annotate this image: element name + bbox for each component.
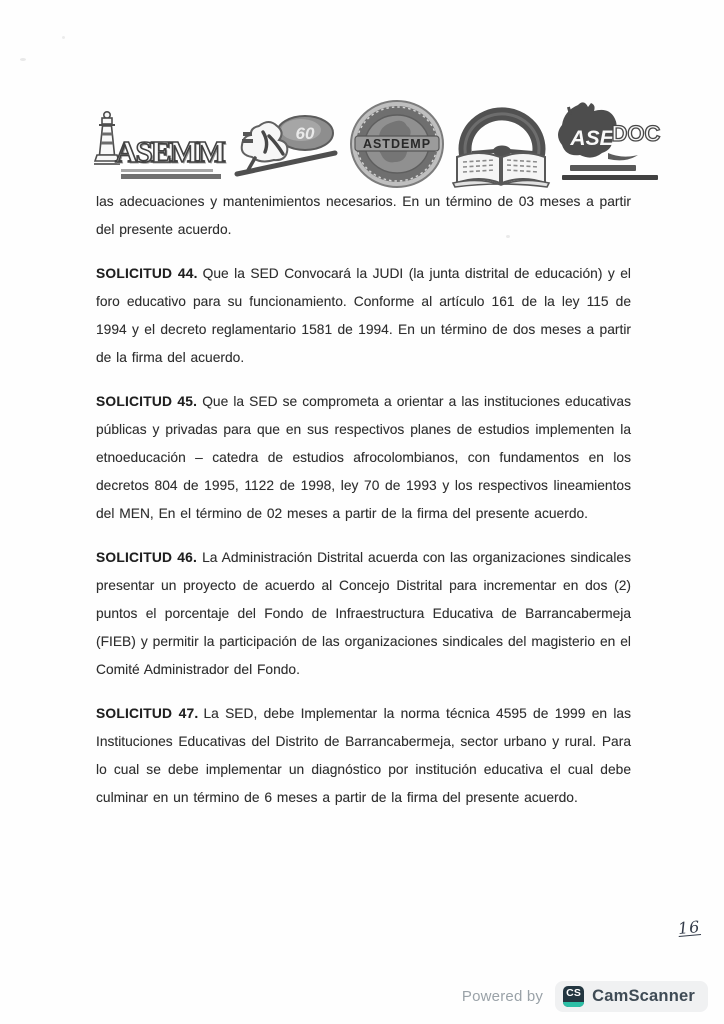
camscanner-icon-accent	[563, 1002, 584, 1007]
paragraph-text: las adecuaciones y mantenimientos necesarios. En un término de 03 meses a partir del presente acuerdo.	[96, 194, 631, 237]
asemm-wordmark: ASEMM	[115, 134, 224, 169]
asedoc-part1: ASE	[570, 127, 614, 150]
camscanner-badge	[555, 981, 708, 1012]
camscanner-icon-letters: CS	[566, 987, 582, 999]
paragraph-text: La Administración Distrital acuerda con las organizaciones sindicales presentar un proyecto de acuerdo al Concejo Distrital para incrementar en dos (2) puntos el porcentaje del Fondo de Infraestructura Educativa de Barrancabermeja (FIEB) y permitir la participación de las organizaciones sindicales del magisterio en el Comité Administrador del Fondo.	[96, 550, 631, 677]
solicitud-label: SOLICITUD 44.	[96, 266, 198, 281]
paragraph-text: La SED, debe Implementar la norma técnica 4595 de 1999 en las Instituciones Educativas del Distrito de Barrancabermeja, sector urbano y rural. Para lo cual se debe implementar un diagnóstico por institución educativa el cual debe culminar en un término de 6 meses a partir de la firma del presente acuerdo.	[96, 706, 631, 805]
paragraph-continuation	[96, 188, 631, 244]
paragraph-solicitud-47	[96, 700, 631, 812]
runner-60-logo	[229, 106, 345, 182]
asedoc-part2: DOC	[611, 121, 661, 146]
gauge-book-logo	[449, 99, 553, 189]
paragraph-text: Que la SED se comprometa a orientar a las instituciones educativas públicas y privadas para que en sus respectivos planes de estudios implementen la etnoeducación – catedra de estudios afrocolombianos, con fundamentos en los decretos 804 de 1995, 1122 de 1998, ley 70 de 1993 y los respectivos lineamientos del MEN, En el término de 02 meses a partir de la firma del presente acuerdo.	[96, 394, 631, 521]
camscanner-brand-label: CamScanner	[592, 987, 695, 1005]
runner-60-number: 60	[295, 124, 315, 143]
powered-by-label: Powered by	[461, 988, 544, 1005]
solicitud-label: SOLICITUD 47.	[96, 706, 199, 721]
paragraph-solicitud-46	[96, 544, 631, 684]
camscanner-icon	[563, 986, 584, 1007]
paragraph-solicitud-44	[96, 260, 631, 372]
camscanner-footer	[462, 981, 708, 1012]
asedoc-icon	[556, 101, 664, 187]
page-number-handwritten: 16	[677, 917, 702, 938]
runner-60-icon	[229, 106, 345, 182]
gauge-book-icon	[449, 99, 553, 189]
scan-speck	[506, 235, 510, 238]
astdemp-seal-icon	[349, 98, 446, 190]
solicitud-label: SOLICITUD 46.	[96, 550, 198, 565]
document-body	[96, 188, 631, 828]
organization-logo-row	[92, 96, 664, 192]
astdemp-seal-name: ASTDEMP	[362, 137, 431, 151]
asedoc-logo	[556, 101, 664, 187]
scan-speck	[20, 58, 26, 61]
scan-speck	[62, 36, 65, 39]
solicitud-label: SOLICITUD 45.	[96, 394, 198, 409]
asemm-subtext-lines	[121, 169, 221, 179]
astdemp-seal-logo	[349, 98, 446, 190]
paragraph-text: Que la SED Convocará la JUDI (la junta distrital de educación) y el foro educativo para su funcionamiento. Conforme al artículo 161 de la ley 115 de 1994 y el decreto reglamentario 1581 de 1994. En un término de dos meses a partir de la firma del acuerdo.	[96, 266, 632, 365]
paragraph-solicitud-45	[96, 388, 631, 528]
asemm-logo	[92, 109, 226, 179]
